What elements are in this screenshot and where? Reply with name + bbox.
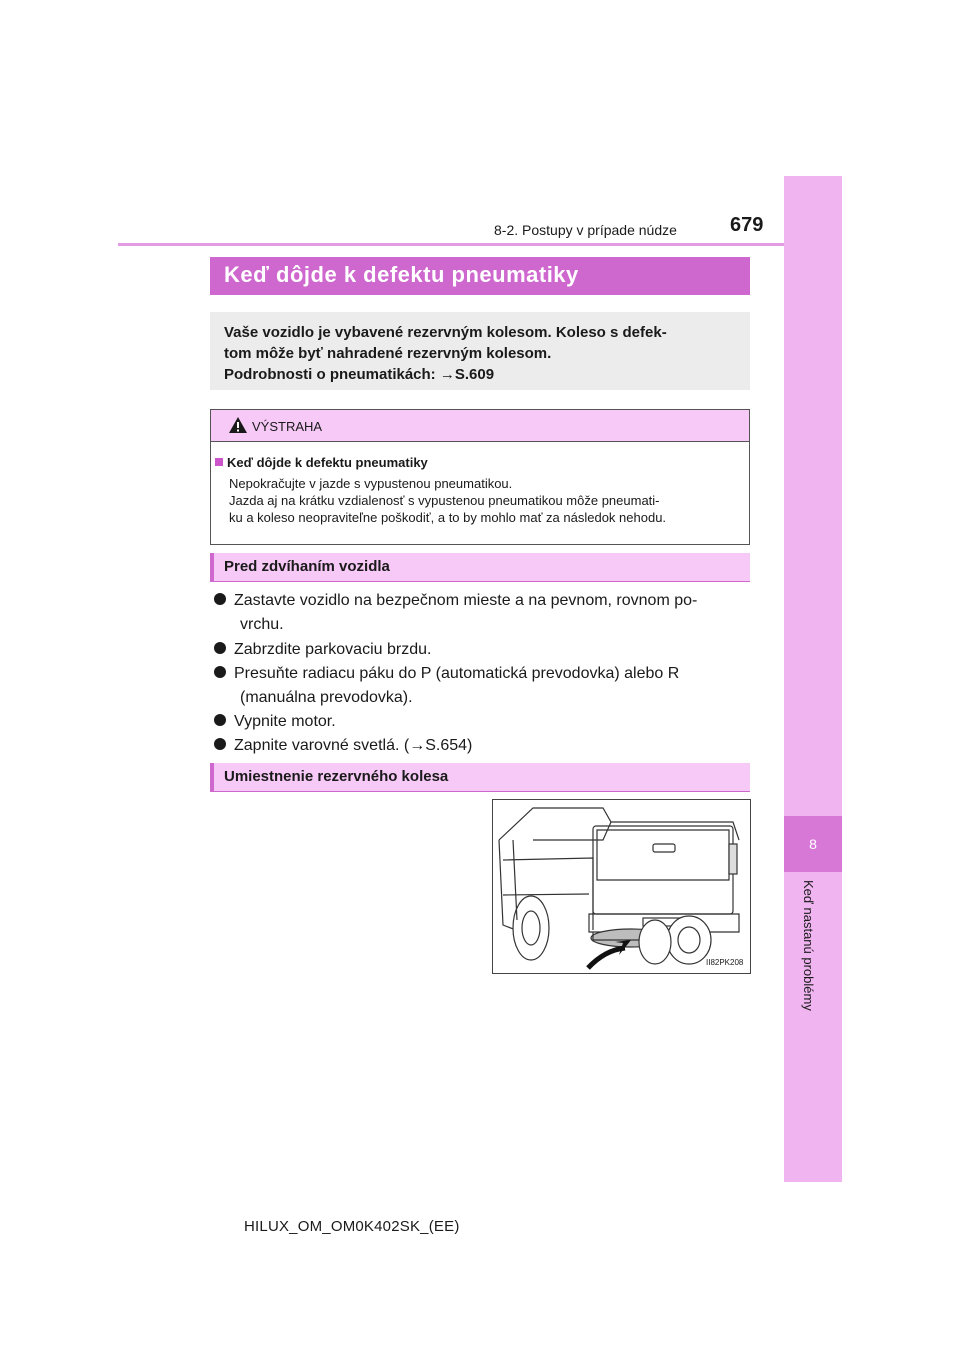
bullet-icon — [214, 593, 226, 605]
bullet-icon — [214, 642, 226, 654]
warning-triangle-icon — [228, 416, 248, 434]
warning-header — [211, 410, 749, 442]
warning-title — [215, 455, 428, 470]
subheading-spare-location — [210, 763, 750, 792]
list-item: Zapnite varovné svetlá. (→S.654) — [214, 734, 744, 758]
subheading-text: Umiestnenie rezervného kolesa — [224, 768, 449, 785]
intro-reference: Podrobnosti o pneumatikách: →S.609 — [224, 366, 495, 383]
intro-line: tom môže byť nahradené rezervným kolesom. — [224, 345, 552, 362]
pickup-truck-rear-drawing — [493, 800, 750, 973]
page-title: Keď dôjde k defektu pneumatiky — [224, 262, 579, 287]
chapter-number-tab — [784, 816, 842, 872]
chapter-number: 8 — [809, 836, 817, 852]
list-item: Vypnite motor. — [214, 710, 744, 734]
subheading-text: Pred zdvíhaním vozidla — [224, 558, 390, 575]
bullet-icon — [214, 666, 226, 678]
warning-title-text: Keď dôjde k defektu pneumatiky — [227, 455, 428, 470]
illustration-code: II82PK208 — [706, 958, 744, 967]
bullet-icon — [214, 738, 226, 750]
list-item-continuation: (manuálna prevodovka). — [240, 689, 413, 706]
section-title: 8-2. Postupy v prípade núdze — [494, 222, 677, 238]
list-item: Zastavte vozidlo na bezpečnom mieste a na pevnom, rovnom po- — [214, 589, 744, 613]
warning-text: ku a koleso neopraviteľne poškodiť, a to by mohlo mať za následok nehodu. — [229, 510, 667, 525]
bullet-icon — [214, 714, 226, 726]
list-item: Presuňte radiacu páku do P (automatická prevodovka) alebo R — [214, 662, 744, 686]
square-bullet-icon — [215, 458, 223, 466]
intro-box — [210, 312, 750, 390]
subheading-before-lifting — [210, 553, 750, 582]
warning-label: VÝSTRAHA — [252, 419, 323, 434]
chapter-label: Keď nastanú problémy — [801, 880, 816, 1011]
document-footer: HILUX_OM_OM0K402SK_(EE) — [244, 1218, 460, 1235]
intro-line: Vaše vozidlo je vybavené rezervným kolesom. Koleso s defek- — [224, 324, 667, 341]
page-number: 679 — [730, 214, 764, 236]
warning-text: Jazda aj na krátku vzdialenosť s vypustenou pneumatikou môže pneumati- — [229, 493, 660, 508]
list-item: Zabrzdite parkovaciu brzdu. — [214, 638, 744, 662]
spare-tire-illustration — [492, 799, 751, 974]
header-rule — [118, 243, 784, 246]
list-item-continuation: vrchu. — [240, 616, 284, 633]
warning-text: Nepokračujte v jazde s vypustenou pneumatikou. — [229, 476, 513, 491]
chapter-label-tab — [784, 880, 842, 1050]
warning-box — [210, 409, 750, 545]
page-title-bar — [210, 257, 750, 295]
